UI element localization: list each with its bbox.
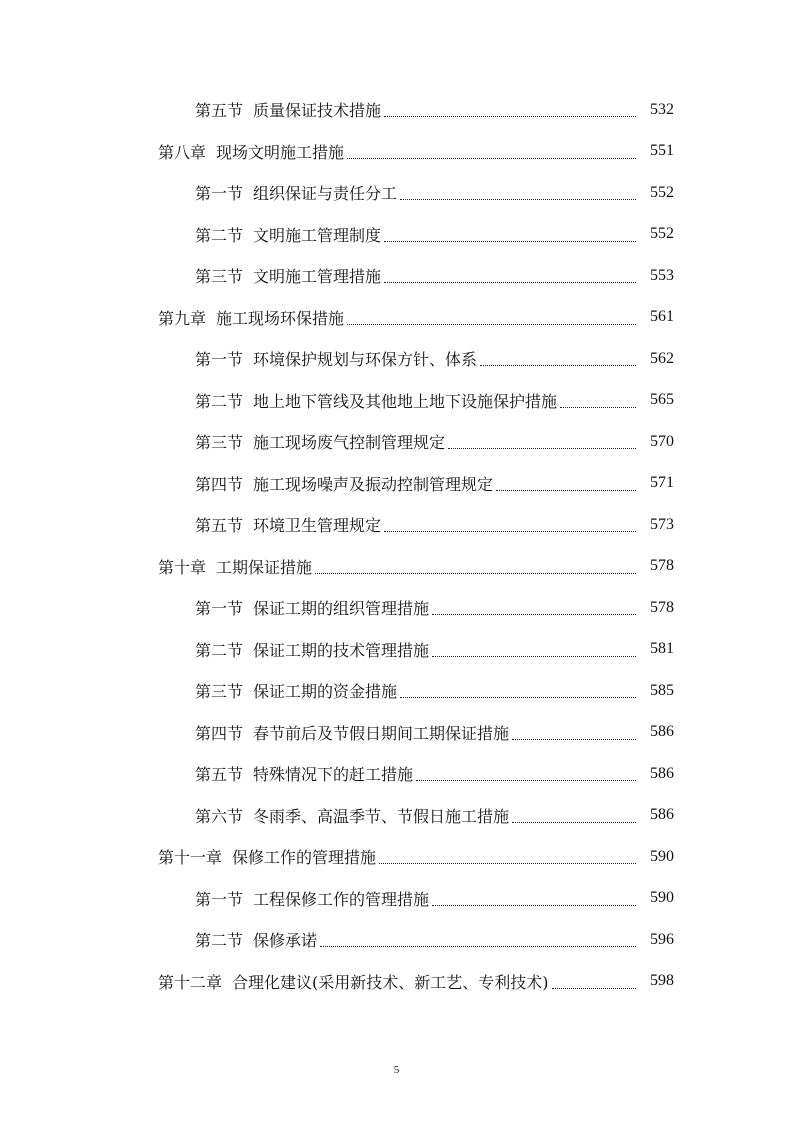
toc-chapter-entry[interactable] (0, 961, 793, 1003)
dot-leader (432, 656, 636, 657)
toc-entry-title: 春节前后及节假日期间工期保证措施 (253, 723, 510, 743)
toc-chapter-entry[interactable] (0, 131, 793, 173)
toc-entry-title: 保证工期的组织管理措施 (253, 599, 430, 619)
dot-leader (552, 988, 636, 989)
toc-entry-page: 596 (650, 930, 674, 948)
toc-chapter-entry[interactable] (0, 546, 793, 588)
dot-leader (512, 822, 636, 823)
toc-section-entry[interactable] (0, 629, 793, 671)
toc-entry-title: 特殊情况下的赶工措施 (253, 765, 414, 785)
dot-leader (320, 946, 636, 947)
toc-entry-title: 合理化建议(采用新技术、新工艺、专利技术) (232, 972, 549, 992)
toc-entry-title: 工期保证措施 (216, 557, 313, 577)
toc-entry-title: 工程保修工作的管理措施 (253, 889, 430, 909)
toc-chapter-entry[interactable] (0, 297, 793, 339)
toc-section-entry[interactable] (0, 255, 793, 297)
toc-chapter-entry[interactable] (0, 836, 793, 878)
toc-entry-title: 施工现场环保措施 (216, 308, 345, 328)
dot-leader (384, 241, 636, 242)
toc-entry-page: 532 (650, 100, 674, 118)
toc-entry-title: 保修工作的管理措施 (232, 848, 377, 868)
dot-leader (379, 863, 636, 864)
toc-section-entry[interactable] (0, 338, 793, 380)
toc-entry-title: 现场文明施工措施 (216, 142, 345, 162)
toc-entry-number: 第一节 (195, 889, 244, 909)
dot-leader (560, 407, 636, 408)
toc-entry-number: 第四节 (195, 474, 244, 494)
toc-entry-title: 文明施工管理措施 (253, 267, 382, 287)
toc-entry-page: 586 (650, 806, 674, 824)
toc-entry-page: 590 (650, 889, 674, 907)
toc-entry-title: 冬雨季、高温季节、节假日施工措施 (253, 806, 510, 826)
toc-entry-number: 第三节 (195, 682, 244, 702)
toc-entry-number: 第二节 (195, 640, 244, 660)
toc-entry-number: 第九章 (158, 308, 207, 328)
toc-entry-number: 第十二章 (158, 972, 223, 992)
toc-section-entry[interactable] (0, 89, 793, 131)
dot-leader (384, 116, 636, 117)
dot-leader (400, 697, 636, 698)
toc-entry-title: 文明施工管理制度 (253, 225, 382, 245)
toc-section-entry[interactable] (0, 670, 793, 712)
toc-entry-title: 环境卫生管理规定 (253, 516, 382, 536)
toc-entry-number: 第一节 (195, 184, 244, 204)
toc-entry-number: 第四节 (195, 723, 244, 743)
toc-entry-page: 581 (650, 640, 674, 658)
dot-leader (347, 158, 636, 159)
toc-section-entry[interactable] (0, 214, 793, 256)
toc-section-entry[interactable] (0, 504, 793, 546)
table-of-contents (0, 89, 793, 1002)
toc-entry-title: 施工现场废气控制管理规定 (253, 433, 446, 453)
toc-section-entry[interactable] (0, 878, 793, 920)
dot-leader (432, 905, 636, 906)
toc-entry-number: 第一节 (195, 599, 244, 619)
toc-entry-number: 第二节 (195, 225, 244, 245)
toc-entry-number: 第十章 (158, 557, 207, 577)
dot-leader (416, 780, 636, 781)
toc-entry-number: 第一节 (195, 350, 244, 370)
toc-entry-number: 第三节 (195, 433, 244, 453)
toc-section-entry[interactable] (0, 919, 793, 961)
dot-leader (384, 282, 636, 283)
toc-entry-page: 570 (650, 432, 674, 450)
toc-entry-page: 565 (650, 391, 674, 409)
toc-entry-title: 环境保护规划与环保方针、体系 (253, 350, 478, 370)
dot-leader (315, 573, 636, 574)
toc-entry-number: 第八章 (158, 142, 207, 162)
toc-section-entry[interactable] (0, 172, 793, 214)
toc-entry-title: 保修承诺 (253, 931, 318, 951)
toc-entry-title: 组织保证与责任分工 (253, 184, 398, 204)
toc-entry-number: 第五节 (195, 516, 244, 536)
toc-section-entry[interactable] (0, 463, 793, 505)
toc-section-entry[interactable] (0, 795, 793, 837)
toc-entry-title: 地上地下管线及其他地上地下设施保护措施 (253, 391, 558, 411)
toc-entry-number: 第三节 (195, 267, 244, 287)
toc-entry-number: 第二节 (195, 931, 244, 951)
toc-entry-number: 第五节 (195, 101, 244, 121)
dot-leader (432, 614, 636, 615)
toc-entry-page: 571 (650, 474, 674, 492)
toc-entry-number: 第十一章 (158, 848, 223, 868)
toc-entry-number: 第六节 (195, 806, 244, 826)
toc-entry-page: 552 (650, 225, 674, 243)
toc-entry-page: 586 (650, 723, 674, 741)
dot-leader (448, 448, 636, 449)
toc-entry-title: 保证工期的技术管理措施 (253, 640, 430, 660)
toc-entry-page: 578 (650, 557, 674, 575)
dot-leader (496, 490, 636, 491)
toc-entry-page: 598 (650, 972, 674, 990)
toc-section-entry[interactable] (0, 380, 793, 422)
toc-section-entry[interactable] (0, 421, 793, 463)
toc-entry-page: 573 (650, 515, 674, 533)
toc-entry-page: 562 (650, 349, 674, 367)
toc-section-entry[interactable] (0, 753, 793, 795)
toc-entry-number: 第五节 (195, 765, 244, 785)
toc-entry-page: 552 (650, 183, 674, 201)
toc-entry-page: 578 (650, 598, 674, 616)
toc-entry-page: 551 (650, 142, 674, 160)
dot-leader (384, 531, 636, 532)
toc-entry-title: 质量保证技术措施 (253, 101, 382, 121)
dot-leader (400, 199, 636, 200)
dot-leader (480, 365, 636, 366)
toc-entry-page: 586 (650, 764, 674, 782)
toc-entry-number: 第二节 (195, 391, 244, 411)
toc-section-entry[interactable] (0, 712, 793, 754)
toc-entry-title: 施工现场噪声及振动控制管理规定 (253, 474, 494, 494)
toc-entry-title: 保证工期的资金措施 (253, 682, 398, 702)
toc-entry-page: 553 (650, 266, 674, 284)
dot-leader (347, 324, 636, 325)
dot-leader (512, 739, 636, 740)
toc-entry-page: 590 (650, 847, 674, 865)
page-number: 5 (393, 1064, 400, 1076)
toc-entry-page: 561 (650, 308, 674, 326)
toc-entry-page: 585 (650, 681, 674, 699)
toc-section-entry[interactable] (0, 587, 793, 629)
